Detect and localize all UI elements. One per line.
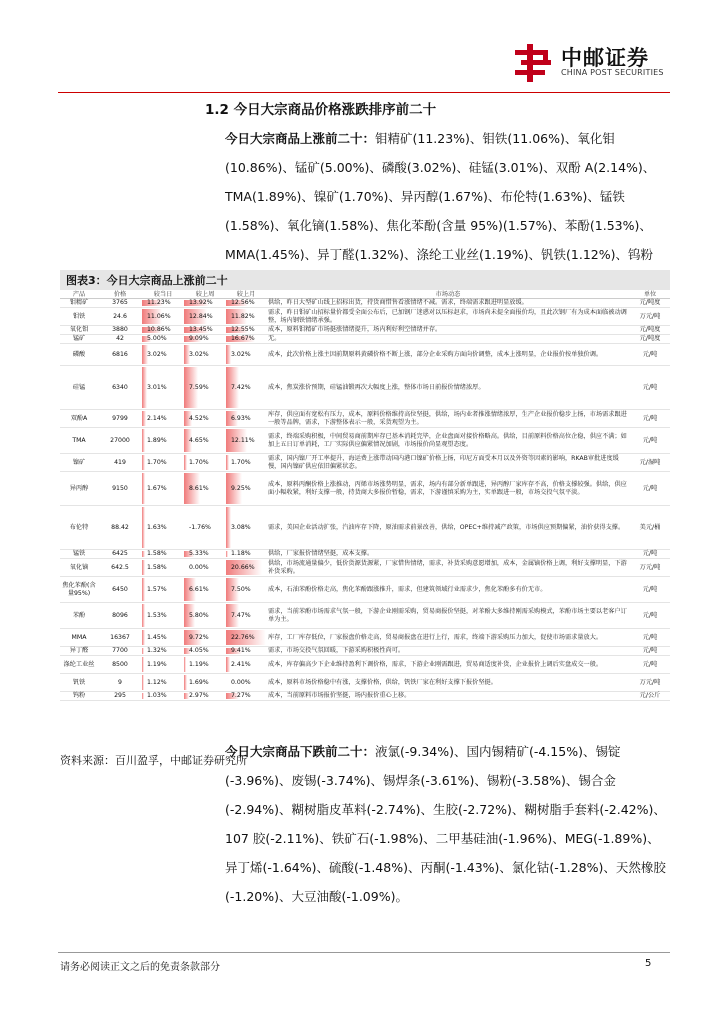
change-value: 12.56% [231,299,255,306]
cell-month-change [226,647,266,656]
down-lead: 今日大宗商品下跌前二十： [225,744,376,759]
change-value: 12.55% [231,326,255,333]
cell-market-dynamics: 供给，市场流通量偏少，低价货源货源紧，厂家惜售情绪，需求，补货采购意愿增加，成本，金属镝价格上调，利好支撑明显，下游补货采购。 [266,559,630,577]
cell-day-change [142,366,184,410]
cell-product: 双酚A [60,410,98,428]
cell-product: 布伦特 [60,506,98,550]
cell-market-dynamics: 成本，原料市场价格稳中有涨，支撑价格，供给，钒铁厂家在利好支撑下报价坚挺。 [266,674,630,692]
change-value: 3.08% [231,523,251,531]
cell-week-change [184,603,226,629]
cell-week-change [184,410,226,428]
down-paragraph [225,737,670,911]
change-value: 2.97% [189,692,209,699]
table-row [60,656,670,674]
cell-market-dynamics: 成本，焦炭涨价预期，硅锰油锻再次大幅度上涨，整体市场日前报价情绪浓厚。 [266,366,630,410]
cell-day-change [142,674,184,692]
cell-day-change [142,410,184,428]
change-value: 4.65% [189,436,209,444]
change-value: 1.53% [147,611,167,619]
cell-month-change [226,692,266,701]
cell-month-change [226,454,266,472]
change-value: 6.93% [231,414,251,422]
up-text: 钼精矿(11.23%)、钼铁(11.06%)、氧化钼(10.86%)、锰矿(5.00%)、磷酸(3.02%)、硅锰(3.01%)、双酚 A(2.14%)、TMA(1.89%)、镍矿(1.70%)、异丙醇(1.67%)、布伦特(1.63%)、锰铁(1.58%)、氧化镝(1.58%)、焦化苯酚(含量 95%)(1.57%)、苯酚(1.53%)、MMA(1.45%)、异丁醛(1.32%)、涤纶工业丝(1.19%)、钒铁(1.12%)、钨粉 [225,131,656,262]
col-month: 较上月 [226,289,266,299]
change-value: 1.70% [231,458,251,466]
cell-month-change [226,550,266,559]
col-week: 较上周 [184,289,226,299]
cell-product: 氧化镝 [60,559,98,577]
cell-unit: 元/吨度 [630,335,670,344]
change-value: 22.76% [231,633,255,641]
page-number: 5 [645,958,652,969]
table-row [60,647,670,656]
table-row [60,577,670,603]
cell-price: 3765 [98,299,142,308]
change-value: 1.89% [147,436,167,444]
change-value: 3.01% [147,383,167,391]
cell-unit: 万元/吨 [630,559,670,577]
change-value: 1.58% [147,550,167,557]
cell-unit: 元/吨 [630,472,670,506]
cell-week-change [184,366,226,410]
change-value: 7.50% [231,585,251,593]
col-product: 产品 [60,289,98,299]
cell-month-change [226,308,266,326]
cell-unit: 元/吨 [630,647,670,656]
cell-day-change [142,335,184,344]
cell-week-change [184,454,226,472]
cell-product: 氧化钼 [60,326,98,335]
cell-week-change [184,326,226,335]
change-value: 9.09% [189,335,209,342]
cell-day-change [142,629,184,647]
cell-unit: 元/吨 [630,577,670,603]
table-row [60,629,670,647]
cell-product: 钼铁 [60,308,98,326]
cell-month-change [226,299,266,308]
table-row [60,674,670,692]
cell-price: 3880 [98,326,142,335]
cell-market-dynamics: 需求，美国企业活动扩张，汽油库存下降，原油需求前景改善，供给，OPEC+维持减产政策，市场供应预期偏紧，油价获得支撑。 [266,506,630,550]
change-value: 5.00% [147,335,167,342]
table-header-row [60,289,670,299]
change-value: 13.92% [189,299,213,306]
change-value: 13.45% [189,326,213,333]
cell-market-dynamics: 成本，原料钼精矿市场挺涨情绪提升，场内利好利空情绪并存。 [266,326,630,335]
change-value: 4.05% [189,647,209,654]
cell-product: 焦化苯酚(含量95%) [60,577,98,603]
cell-market-dynamics: 需求，当前苯酚市场需求气氛一般，下游企业刚需采购，贸易商报价坚挺，对苯酚大多维持刚需采购模式，苯酚市场主要以老客户订单为主。 [266,603,630,629]
cell-month-change [226,559,266,577]
cell-day-change [142,454,184,472]
cell-month-change [226,472,266,506]
cell-week-change [184,308,226,326]
brand-logo [513,38,673,84]
change-value: 1.45% [147,633,167,641]
change-value: 1.57% [147,585,167,593]
cell-price: 8096 [98,603,142,629]
change-value: 8.61% [189,484,209,492]
cell-unit: 元/吨度 [630,326,670,335]
footer-disclaimer: 请务必阅读正文之后的免责条款部分 [60,962,220,973]
table-row [60,472,670,506]
cell-market-dynamics: 无。 [266,335,630,344]
cell-month-change [226,577,266,603]
cell-unit: 美元/桶 [630,506,670,550]
change-value: 12.84% [189,312,213,320]
commodity-table [60,289,670,701]
cell-week-change [184,506,226,550]
figure-title: 图表3：今日大宗商品上涨前二十 [60,270,670,290]
change-value: 11.23% [147,299,171,306]
table-row [60,559,670,577]
cell-week-change [184,428,226,454]
cell-unit: 元/吨 [630,410,670,428]
change-value: 1.69% [189,678,209,686]
cell-day-change [142,577,184,603]
cell-month-change [226,656,266,674]
table-row [60,308,670,326]
change-value: 3.02% [189,350,209,358]
footer-rule [58,952,670,953]
table-row [60,410,670,428]
change-value: -1.76% [189,523,211,531]
cell-market-dynamics: 需求，市场交投气氛回暖，下游采购积极性尚可。 [266,647,630,656]
cell-market-dynamics: 成本，库存偏高少下企业维持盈利下调价格，需求，下游企业刚需跟进，贸易商适度补货，企业报价上调后实盘成交一般。 [266,656,630,674]
change-value: 1.32% [147,647,167,654]
cell-price: 7700 [98,647,142,656]
cell-day-change [142,506,184,550]
china-post-logo-icon [513,44,555,82]
cell-price: 642.5 [98,559,142,577]
cell-product: 异丙醇 [60,472,98,506]
cell-month-change [226,629,266,647]
cell-product: 苯酚 [60,603,98,629]
up-lead: 今日大宗商品上涨前二十： [225,131,376,146]
cell-price: 6425 [98,550,142,559]
cell-month-change [226,674,266,692]
cell-day-change [142,550,184,559]
change-value: 1.12% [147,678,167,686]
cell-price: 9 [98,674,142,692]
change-value: 1.63% [147,523,167,531]
change-value: 4.52% [189,414,209,422]
change-value: 7.27% [231,692,251,699]
change-value: 3.02% [231,350,251,358]
cell-price: 419 [98,454,142,472]
cell-price: 295 [98,692,142,701]
cell-market-dynamics: 需求，终端采购积极，中间贸易商前期库存已基本消耗完毕，企业盘面对接价格略高。供给，目前原料价格高位企稳，供应不满；如加上五日订单消耗，工厂实际供应偏紧情况加剧，市场报价尚显观望态度。 [266,428,630,454]
cell-month-change [226,506,266,550]
cell-unit: 万元/吨 [630,308,670,326]
cell-day-change [142,344,184,366]
header-rule [58,92,670,93]
cell-week-change [184,692,226,701]
change-value: 1.03% [147,692,167,699]
cell-week-change [184,550,226,559]
change-value: 9.41% [231,647,251,654]
down-text: 液氯(-9.34%)、国内锡精矿(-4.15%)、锡锭(-3.96%)、废锡(-3.74%)、锡焊条(-3.61%)、锡粉(-3.58%)、锡合金(-2.94%)、糊树脂皮革料(-2.74%)、生胶(-2.72%)、糊树脂手套料(-2.42%)、107 胶(-2.11%)、铁矿石(-1.98%)、二甲基硅油(-1.96%)、MEG(-1.89%)、异丁烯(-1.64%)、硫酸(-1.48%)、丙酮(-1.43%)、氯化钴(-1.28%)、天然橡胶(-1.20%)、大豆油酸(-1.09%)。 [225,744,666,904]
brand-name-en: CHINA POST SECURITIES [561,68,664,77]
cell-unit: 元/吨 [630,656,670,674]
brand-name-cn: 中邮证券 [561,46,649,70]
cell-day-change [142,428,184,454]
section-title: 1.2 今日大宗商品价格涨跌排序前二十 [205,102,437,118]
change-value: 2.14% [147,414,167,422]
cell-market-dynamics: 成本，原料丙酮价格上涨推动，丙烯市场涨势明显，需求，场内有部分新单跟进，异丙醇厂家库存不高，价格支撑较强。供给，供应面小幅收紧，利好支撑一般，持货商大多报价暂稳，需求，下游谨慎采购为主，实单跟进一般，市场交投气氛平淡。 [266,472,630,506]
cell-unit: 元/吨 [630,366,670,410]
cell-product: 锰矿 [60,335,98,344]
cell-week-change [184,577,226,603]
cell-unit: 元/湿吨 [630,454,670,472]
cell-product: TMA [60,428,98,454]
cell-week-change [184,472,226,506]
change-value: 1.70% [147,458,167,466]
cell-day-change [142,299,184,308]
cell-market-dynamics: 成本，此次价格上涨主因前期原料黄磷价格不断上涨，部分企业采购方面向价调整，成本上涨明显，企业报价按单独价调。 [266,344,630,366]
cell-market-dynamics: 成本，当前原料市场报价坚挺，场内报价重心上移。 [266,692,630,701]
cell-price: 88.42 [98,506,142,550]
cell-month-change [226,366,266,410]
cell-market-dynamics: 库存，工厂库存低位，厂家报盘价格走高，贸易商报盘在进行上行，需求，终端下游采购压力加大，促使市场需求量放大。 [266,629,630,647]
cell-product: 硅锰 [60,366,98,410]
cell-product: 锰铁 [60,550,98,559]
change-value: 1.58% [147,563,167,571]
cell-day-change [142,647,184,656]
table-row [60,366,670,410]
cell-product: 钒铁 [60,674,98,692]
change-value: 1.70% [189,458,209,466]
cell-month-change [226,335,266,344]
table-row [60,299,670,308]
change-value: 7.42% [231,383,251,391]
change-value: 6.61% [189,585,209,593]
change-value: 1.19% [189,660,209,668]
cell-week-change [184,647,226,656]
table-row [60,603,670,629]
cell-market-dynamics: 供给，昨日大型矿山线上招标出货，持货商惜售看涨情绪不减。需求，终端需求跟进明显放缓。 [266,299,630,308]
cell-month-change [226,410,266,428]
cell-week-change [184,629,226,647]
change-value: 11.82% [231,312,255,320]
cell-unit: 元/公斤 [630,692,670,701]
cell-price: 9799 [98,410,142,428]
cell-product: 镍矿 [60,454,98,472]
cell-product: MMA [60,629,98,647]
change-value: 20.66% [231,563,255,571]
table-row [60,454,670,472]
cell-day-change [142,308,184,326]
cell-week-change [184,559,226,577]
cell-month-change [226,603,266,629]
change-value: 9.25% [231,484,251,492]
cell-week-change [184,335,226,344]
table-row [60,335,670,344]
cell-market-dynamics: 需求，昨日钼矿山招标量价都受全面公布后，已加钢厂迷惑对以压标赵求，市场尚未提全面报价均，且此次钢厂有为成本面临被动调整，场内钢铁情绪承强。 [266,308,630,326]
cell-unit: 元/吨 [630,629,670,647]
cell-month-change [226,428,266,454]
cell-month-change [226,326,266,335]
cell-day-change [142,326,184,335]
col-day: 较当日 [142,289,184,299]
col-market: 市场动态 [266,289,630,299]
cell-market-dynamics: 库存，供应面有宽松有压力，成本，原料价格维持高位坚挺，供给，场内业者推涨情绪浓厚，生产企业报价稳步上扬，市场需求跟进一般等品牌，需求，下游整体表示一般，采货观望为主。 [266,410,630,428]
cell-week-change [184,344,226,366]
change-value: 2.41% [231,660,251,668]
cell-price: 6340 [98,366,142,410]
table-row [60,550,670,559]
table-row [60,326,670,335]
cell-price: 6450 [98,577,142,603]
cell-price: 16367 [98,629,142,647]
change-value: 7.59% [189,383,209,391]
cell-unit: 元/吨 [630,344,670,366]
change-value: 3.02% [147,350,167,358]
change-value: 1.18% [231,550,251,557]
change-value: 5.80% [189,611,209,619]
change-value: 1.67% [147,484,167,492]
col-price: 价格 [98,289,142,299]
change-value: 1.19% [147,660,167,668]
cell-day-change [142,472,184,506]
cell-unit: 元/吨度 [630,299,670,308]
cell-market-dynamics: 成本，石油苯酚价格走高，焦化苯酚跟涨推升，需求，但建筑领域行业需求少，焦化苯酚多有价无市。 [266,577,630,603]
cell-price: 42 [98,335,142,344]
cell-price: 8500 [98,656,142,674]
cell-price: 24.6 [98,308,142,326]
cell-market-dynamics: 需求，国内镍厂开工率提升，海运费上涨带动国内港口镍矿价格上扬，印尼方面受本月以及外资等因素的影响，RKAB审批进度缓慢，国内镍矿供应依旧偏紧状态。 [266,454,630,472]
table-row [60,506,670,550]
cell-day-change [142,603,184,629]
cell-day-change [142,559,184,577]
change-value: 7.47% [231,611,251,619]
cell-product: 钼精矿 [60,299,98,308]
table-row [60,428,670,454]
cell-week-change [184,656,226,674]
change-value: 12.11% [231,436,255,444]
cell-month-change [226,344,266,366]
change-value: 0.00% [231,678,251,686]
table-row [60,692,670,701]
cell-product: 钨粉 [60,692,98,701]
change-value: 9.72% [189,633,209,641]
cell-week-change [184,674,226,692]
change-value: 11.06% [147,312,171,320]
change-value: 10.86% [147,326,171,333]
cell-unit: 元/吨 [630,428,670,454]
cell-unit: 万元/吨 [630,674,670,692]
cell-week-change [184,299,226,308]
cell-product: 异丁醛 [60,647,98,656]
cell-product: 涤纶工业丝 [60,656,98,674]
cell-day-change [142,692,184,701]
cell-product: 磷酸 [60,344,98,366]
table-row [60,344,670,366]
cell-unit: 元/吨 [630,603,670,629]
cell-market-dynamics: 供给，厂家报价情绪坚挺，成本支撑。 [266,550,630,559]
change-value: 16.67% [231,335,255,342]
cell-day-change [142,656,184,674]
change-value: 0.00% [189,563,209,571]
cell-price: 6816 [98,344,142,366]
col-unit: 单位 [630,289,670,299]
source-note: 资料来源：百川盈孚，中邮证券研究所 [60,754,247,767]
cell-price: 9150 [98,472,142,506]
cell-price: 27000 [98,428,142,454]
change-value: 5.33% [189,550,209,557]
cell-unit: 元/吨 [630,550,670,559]
